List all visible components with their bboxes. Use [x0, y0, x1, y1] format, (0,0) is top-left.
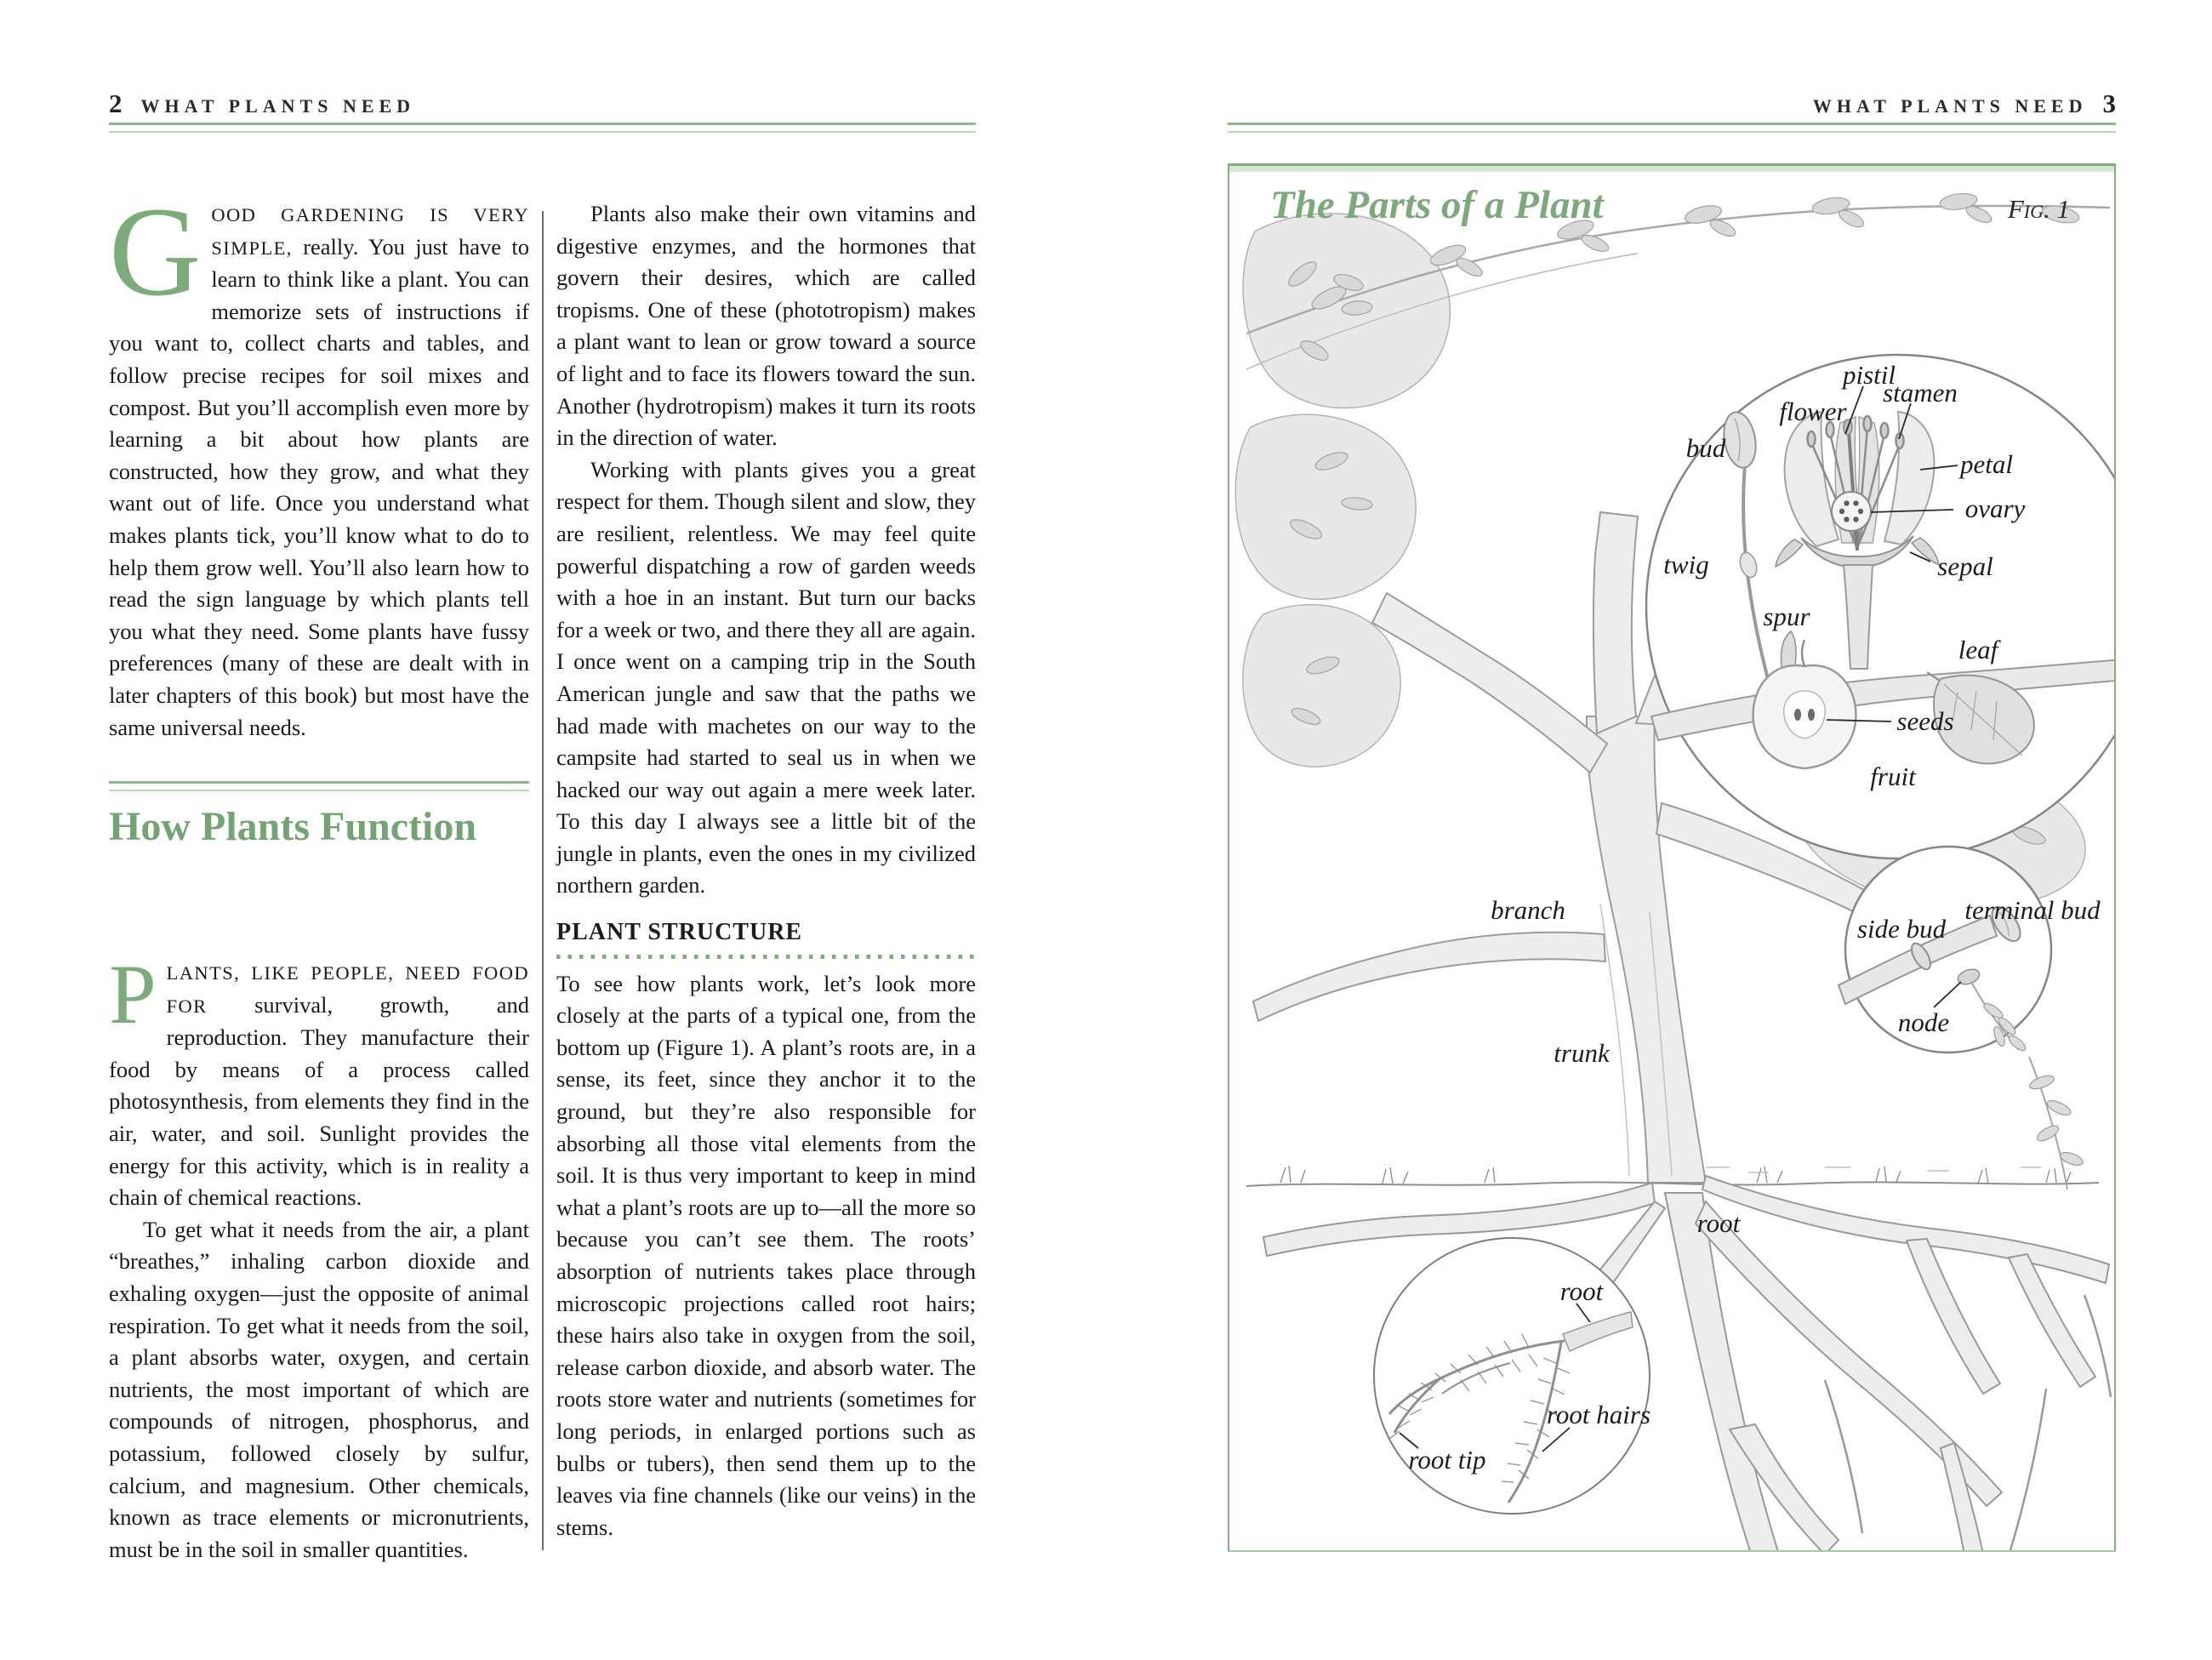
smallcaps-opener: OOD GARDENING IS VERY SIMPLE, [211, 204, 529, 259]
section-heading: How Plants Function [109, 804, 477, 849]
label-fruit: fruit [1870, 762, 1916, 791]
figure-box [1228, 163, 2116, 1552]
label-branch: branch [1491, 895, 1565, 925]
left-running-header [109, 88, 976, 119]
right-running-head: WHAT PLANTS NEED [1812, 95, 2088, 117]
label-pistil: pistil [1842, 360, 1896, 390]
label-ovary: ovary [1964, 493, 2026, 523]
label-stamen: stamen [1883, 378, 1958, 408]
label-sepal: sepal [1937, 551, 1993, 581]
figure-number: Fig. 1 [2007, 194, 2070, 224]
paragraph-text: really. You just have to learn to think like a plant. You can memorize sets of instructions if you want to, collect charts and tables, and follow precise recipes for soil mixes and compost. But you’ll accomplish even more by learning a bit about how plants are constructed, how they grow, and what they want out of life. Once you understand what makes plants tick, you’ll know what to do to help them grow well. You’ll also learn how to read the sign language by which plants tell you what they need. Some plants have fussy preferences (many of these are dealt with in later chapters of this book) but most have the same universal needs. [109, 233, 529, 740]
paragraph [109, 181, 529, 744]
left-column-2 [556, 198, 976, 1543]
paragraph-text: survival, growth, and reproduction. They manufacture their food by means of a process called photosynthesis, from elements they find in the air, water, and soil. Sunlight provides the energy for this activity, which is in reality a chain of chemical reactions. [109, 991, 529, 1211]
label-petal: petal [1960, 449, 2013, 479]
label-trunk: trunk [1554, 1038, 1610, 1068]
paragraph [109, 947, 529, 1214]
smallcaps-opener: LANTS, LIKE PEOPLE, NEED FOOD FOR [166, 962, 529, 1017]
right-header-rule [1228, 123, 2116, 133]
label-root: root [1696, 1208, 1741, 1238]
label-side-bud: side bud [1856, 914, 1947, 944]
right-folio: 3 [2102, 88, 2116, 118]
label-root-hairs: root hairs [1546, 1400, 1651, 1429]
label-bud: bud [1685, 433, 1726, 463]
label-root-inset: root [1559, 1276, 1604, 1306]
left-folio: 2 [109, 88, 123, 118]
dropcap-p: P [109, 947, 157, 1041]
left-running-head: WHAT PLANTS NEED [140, 95, 416, 117]
plant-illustration [1229, 172, 2114, 1550]
label-seeds: seeds [1896, 706, 1954, 736]
label-twig: twig [1663, 550, 1709, 579]
figure-title: The Parts of a Plant [1270, 183, 1604, 227]
left-header-rule [109, 123, 976, 133]
dropcap-g: G [109, 181, 202, 322]
label-flower: flower [1779, 396, 1847, 426]
paragraph: Working with plants gives you a great respect for them. Though silent and slow, they are resilient, relentless. We may feel quite powerful dispatching a row of garden weeds with a hoe in an instant. But turn our backs for a week or two, and there they all are again. I once went on a camping trip in the South American jungle and saw that the paths we had made with machetes on our way to the campsite had started to seal us in when we hacked our way out again a mere week later. To this day I always see a little bit of the jungle in plants, even the ones in my civilized northern garden. [556, 456, 976, 898]
section-rule [109, 781, 529, 791]
label-root-tip: root tip [1408, 1445, 1486, 1475]
figure-top-band [1229, 163, 2114, 172]
plant-structure-heading: PLANT STRUCTURE [556, 919, 803, 946]
paragraph: To get what it needs from the air, a plant “breathes,” inhaling carbon dioxide and exhaling oxygen—just the opposite of animal respiration. To get what it needs from the soil, a plant absorbs water, oxygen, and certain nutrients, the most important of which are compounds of nitrogen, phosphorus, and potassium, followed closely by sulfur, calcium, and magnesium. Other chemicals, known as trace elements or micronutrients, must be in the soil in smaller quantities. [109, 1216, 529, 1562]
label-spur: spur [1763, 602, 1810, 631]
dotted-rule [556, 955, 976, 959]
right-running-header [1228, 88, 2116, 119]
left-column-1-paragraph-1 [109, 181, 529, 744]
label-node: node [1897, 1007, 1950, 1037]
column-divider-rule [542, 211, 544, 1550]
ground [1246, 1182, 2099, 1186]
left-column-1-paragraphs-2-3 [109, 947, 529, 1566]
left-column-1-section [109, 781, 529, 851]
paragraph: Plants also make their own vitamins and digestive enzymes, and the hormones that govern their desires, which are called tropisms. One of these (phototropism) makes a plant want to lean or grow toward a source of light and to face its flowers toward the sun. Another (hydrotropism) makes it turn its roots in the direction of water. [556, 201, 976, 451]
paragraph: To see how plants work, let’s look more closely at the parts of a typical one, from the bottom up (Figure 1). A plant’s roots are, in a sense, its feet, since they anchor it to the ground, but they’re also responsible for absorbing all those vital elements from the soil. It is thus very important to keep in mind what a plant’s roots are up to—all the more so because you can’t see them. The roots’ absorption of nutrients takes place through microscopic projections called root hairs; these hairs also take in oxygen from the soil, release carbon dioxide, and absorb water. The roots store water and nutrients (sometimes for long periods, in enlarged portions such as bulbs or tubers), then send them up to the leaves via fine channels (like our veins) in the stems. [556, 970, 976, 1540]
leaf-sprig [2028, 1057, 2084, 1189]
label-terminal-bud: terminal bud [1964, 895, 2101, 925]
label-leaf: leaf [1958, 635, 1998, 665]
